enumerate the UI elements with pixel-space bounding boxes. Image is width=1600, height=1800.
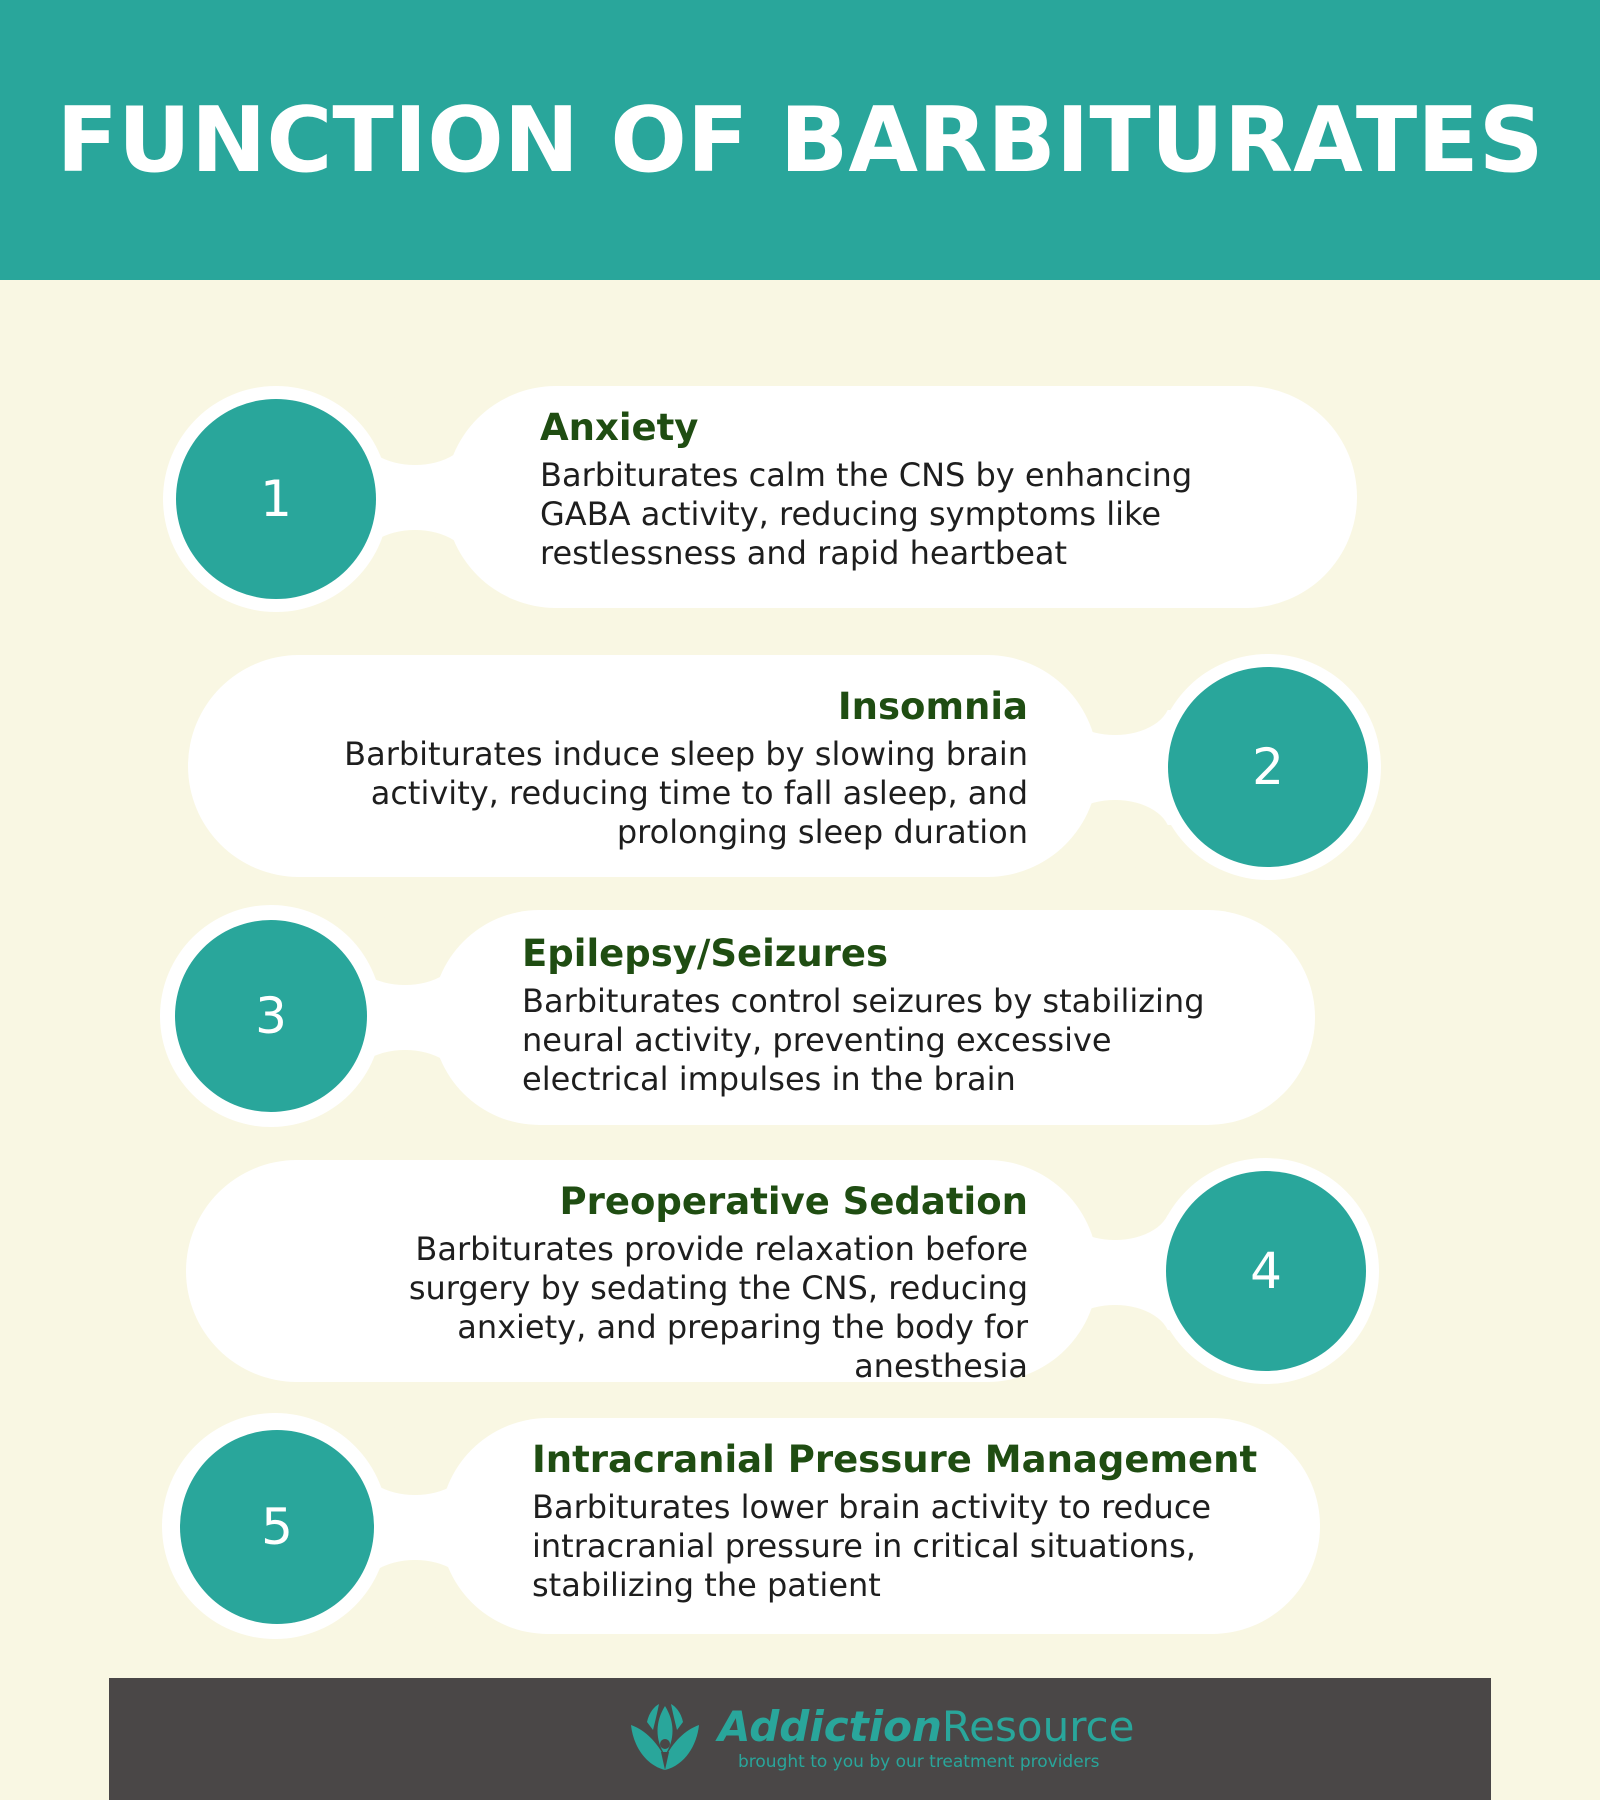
item-description: Barbiturates lower brain activity to reduce intracranial pressure in critical situations, stabilizing the patient (532, 1488, 1212, 1604)
item-card (440, 1418, 1320, 1634)
number-badge: 2 (1168, 667, 1368, 867)
item-title: Intracranial Pressure Management (532, 1438, 1258, 1481)
item-description: Barbiturates control seizures by stabilizing neural activity, preventing excessive electrical impulses in the brain (522, 982, 1205, 1098)
item-card (188, 655, 1098, 877)
item-card (432, 910, 1315, 1125)
page-title: FUNCTION OF BARBITURATES (56, 87, 1544, 193)
item-card (445, 386, 1357, 608)
header-banner (0, 0, 1600, 280)
brand-name (718, 1702, 1134, 1751)
item-card (186, 1160, 1098, 1385)
item-title: Epilepsy/Seizures (522, 932, 889, 975)
item-title: Preoperative Sedation (559, 1180, 1028, 1223)
item-title: Insomnia (837, 685, 1028, 728)
item-title: Anxiety (540, 406, 699, 449)
item-description: Barbiturates provide relaxation before surgery by sedating the CNS, reducing anxiety, and preparing the body for anesthesia (408, 1230, 1028, 1385)
item-description: Barbiturates induce sleep by slowing brain activity, reducing time to fall asleep, and prolonging sleep duration (344, 735, 1028, 851)
brand-part-1: Addiction (718, 1702, 942, 1751)
number-badge: 4 (1166, 1171, 1366, 1371)
number-badge: 1 (176, 399, 376, 599)
brand-part-2: Resource (941, 1702, 1135, 1751)
number-badge: 3 (175, 920, 367, 1112)
item-description: Barbiturates calm the CNS by enhancing GABA activity, reducing symptoms like restlessness and rapid heartbeat (540, 456, 1193, 572)
number-badge: 5 (180, 1430, 374, 1624)
brand-tagline: brought to you by our treatment providers (738, 1752, 1100, 1772)
lotus-logo-icon (625, 1700, 705, 1780)
